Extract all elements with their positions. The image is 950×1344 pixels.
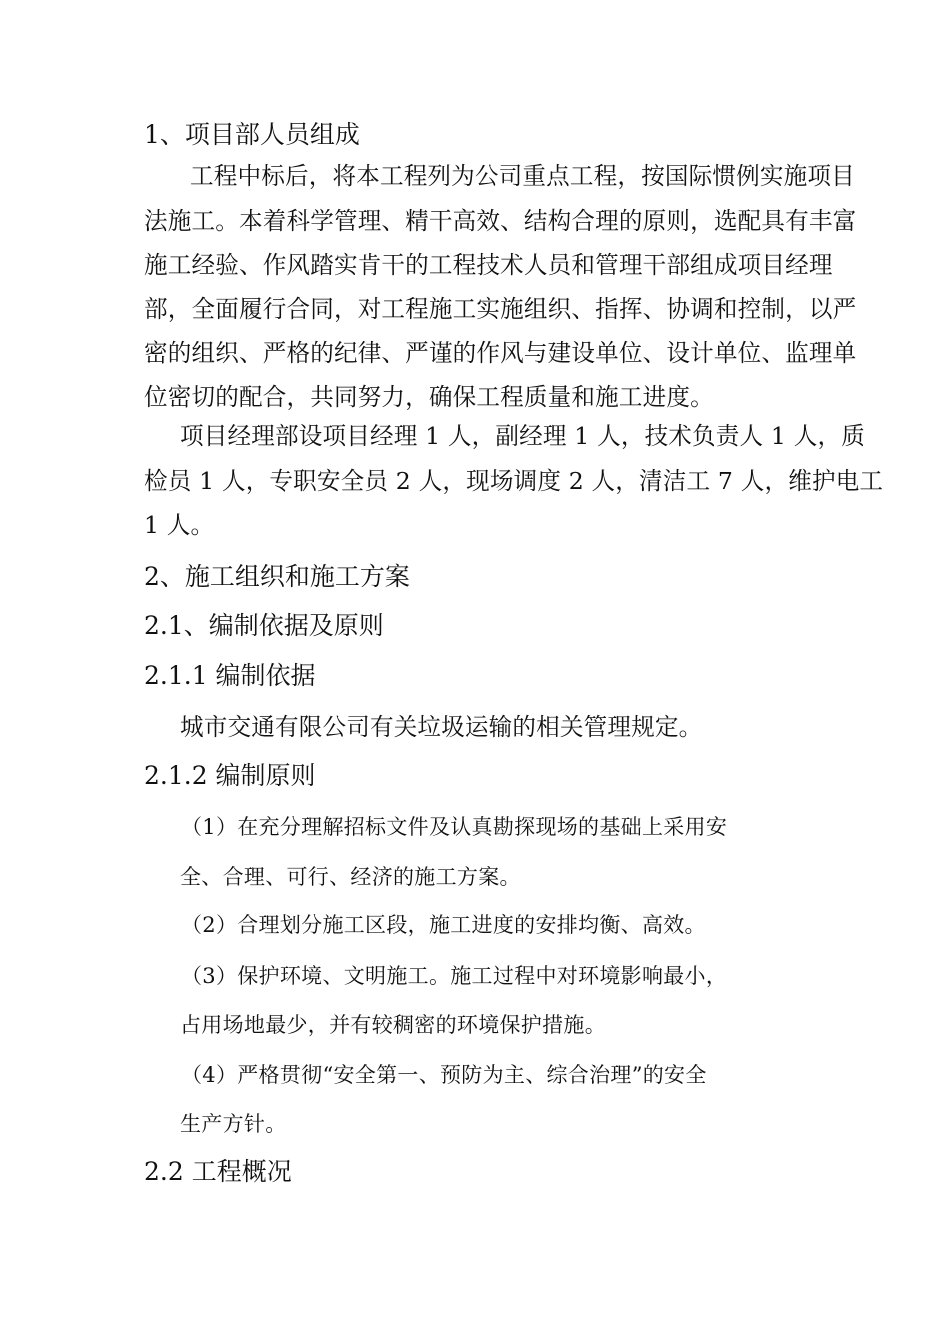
- paragraph-line: 工程中标后，将本工程列为公司重点工程，按国际惯例实施项目: [190, 162, 855, 190]
- section-2-heading: 2、施工组织和施工方案: [144, 562, 410, 591]
- principle-item: （3）保护环境、文明施工。施工过程中对环境影响最小，: [181, 964, 728, 988]
- paragraph-line: 位密切的配合，共同努力，确保工程质量和施工进度。: [144, 383, 714, 411]
- principle-item-cont: 占用场地最少，并有较稠密的环境保护措施。: [180, 1013, 606, 1037]
- basis-text: 城市交通有限公司有关垃圾运输的相关管理规定。: [180, 713, 703, 741]
- paragraph-line: 施工经验、作风踏实肯干的工程技术人员和管理干部组成项目经理: [144, 251, 833, 279]
- principle-item: （4）严格贯彻“安全第一、预防为主、综合治理”的安全: [181, 1063, 707, 1087]
- principle-item: （2）合理划分施工区段，施工进度的安排均衡、高效。: [181, 913, 706, 937]
- paragraph-line: 检员 1 人，专职安全员 2 人，现场调度 2 人，清洁工 7 人，维护电工: [144, 467, 884, 495]
- paragraph-line: 法施工。本着科学管理、精干高效、结构合理的原则，选配具有丰富: [144, 207, 857, 235]
- paragraph-line: 密的组织、严格的纪律、严谨的作风与建设单位、设计单位、监理单: [144, 339, 857, 367]
- subsection-2-1-2-heading: 2.1.2 编制原则: [144, 761, 316, 790]
- subsection-2-2-heading: 2.2 工程概况: [144, 1157, 292, 1186]
- paragraph-line: 项目经理部设项目经理 1 人，副经理 1 人，技术负责人 1 人，质: [180, 422, 865, 450]
- principle-item-cont: 全、合理、可行、经济的施工方案。: [180, 865, 521, 889]
- paragraph-line: 部，全面履行合同，对工程施工实施组织、指挥、协调和控制，以严: [144, 295, 857, 323]
- subsection-2-1-heading: 2.1、编制依据及原则: [144, 611, 384, 640]
- principle-item: （1）在充分理解招标文件及认真勘探现场的基础上采用安: [181, 815, 728, 839]
- paragraph-line: 1 人。: [144, 511, 215, 539]
- principle-item-cont: 生产方针。: [180, 1112, 287, 1136]
- subsection-2-1-1-heading: 2.1.1 编制依据: [144, 661, 316, 690]
- section-1-heading: 1、项目部人员组成: [144, 120, 360, 149]
